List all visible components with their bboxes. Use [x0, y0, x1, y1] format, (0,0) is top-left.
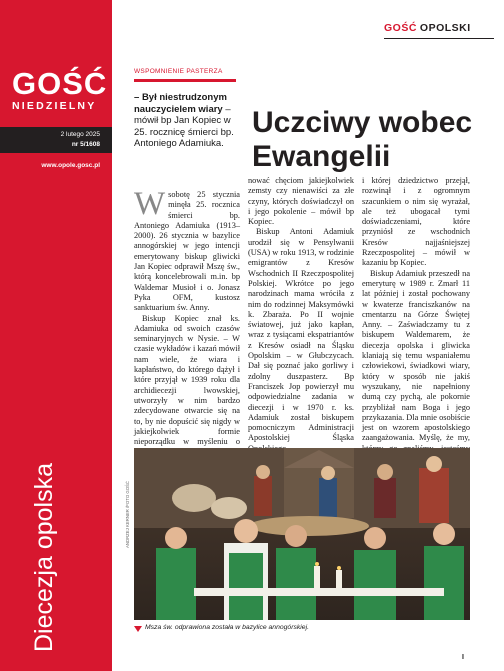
paragraph-text: sobotę 25 stycznia minęła 25. rocznica śmierci bp. Antoniego Adamiuka (1913–2000). 26 stycznia w bazylice annogórskiej w jego intencji emerytowany biskup gliwicki Jan Kopiec odprawił Mszę św., którą koncelebrowali m.in. bp Waldemar Musioł i o. Jonasz Pyka OFM, kustosz sanktuarium św. Anny. — [134, 190, 240, 313]
page-number: I — [462, 654, 464, 661]
article-lead — [134, 92, 238, 150]
photo-caption: Msza św. odprawiona została w bazylice annogórskiej. — [145, 624, 309, 631]
article-column-1 — [134, 186, 240, 478]
paragraph: Biskup Kopiec znał ks. Adamiuka od swoich czasów seminaryjnych w Nysie. – W czasie wykładów i kazań mówił nam wiele, że wiara i kapłaństwo, do którego dążył i które przyjął w 1939 roku dla archidiecezji lwowskiej, utworzyły w nim bardzo zdecydowane otwarcie się na to, by nie dopuścić się nigdy w jakiejkolwiek formie nieporządku w myśleniu o — [134, 313, 240, 447]
drop-cap: W — [134, 186, 166, 222]
sidebar — [0, 0, 112, 671]
photo-credit-text: ANDRZEJ KERNER /FOTO GOŚĆ — [125, 480, 130, 548]
paragraph: i której dziedzictwo przejął, rozwinął i z ogromnym szacunkiem o nim się wyrażał, ale też ubogacał tymi doświadczeniami, które przyniósł ze wschodnich Kresów najjaśniejszej Rzeczpospolitej – mówił w kazaniu bp Kopiec. — [362, 176, 470, 268]
lead-dash: – — [134, 92, 142, 103]
issue-date: 2 lutego 2025 — [60, 131, 100, 138]
paragraph: Biskup Antoni Adamiuk urodził się w Pensylwanii (USA) w roku 1913, w rodzinie emigrantów z Kresów Wschodnich II Rzeczpospolitej Polskiej. Wkrótce po jego narodzinach mama wróciła z nim do rodzinnej Maksymówki k. Zbaraża. Po II wojnie światowej, już jako kapłan, wraz z tysiącami ekspatriantów z Kresów osiadł na Śląsku Opolskim – w Głubczycach. Dał się poznać jako gorliwy i zdolny duszpasterz. Bp Franciszek Jop powierzył mu odpowiedzialne zadania w diecezji i w 1970 r. ks. Adamiuk został biskupem pomocniczym Administracji Apostolskiej Śląska — [248, 227, 354, 443]
article-headline: Uczciwy wobec Ewangelii — [252, 106, 473, 173]
section-rule — [134, 79, 236, 82]
lead-rest: – mówił bp Jan Kopiec w 25. rocznicę śmierci bp. Antoniego Adamiuka. — [134, 103, 234, 150]
caption-marker-icon — [134, 626, 142, 632]
logo-subtitle: NIEDZIELNY — [12, 100, 97, 112]
website-link[interactable]: www.opole.gosc.pl — [41, 162, 100, 169]
photo-credit — [125, 448, 133, 548]
header-brand — [384, 22, 471, 34]
lead-bold: Był niestrudzonym nauczycielem wiary — [134, 92, 227, 115]
header-divider — [384, 38, 494, 39]
issue-number: nr 5/1608 — [71, 141, 100, 148]
vertical-section-title: Diecezja opolska — [30, 463, 58, 652]
paragraph — [134, 186, 240, 314]
paragraph: Biskup Adamiuk przeszedł na emeryturę w 1989 r. Zmarł 11 lat później i został pochowany w kwaterze franciszkanów na cmentarzu na Górze Świętej Anny. – Zaświadczamy tu z biskupem Waldemarem, że diecezja opolska i gliwicka klaniają się temu wspaniałemu człowiekowi, świadkowi wiary, który w sposób nie jakiś wyszukany, nie napełniony dumą czy pychą, ale pokornie przybliżał nam Boga i jego przykazania. Dla mnie osobiście jest on wzorem apostolskiego zaangażowania. Myślę, że my, — [362, 268, 470, 443]
header-brand-region: OPOLSKI — [419, 22, 471, 34]
article-photo — [134, 448, 470, 620]
paragraph: nować chęciom jakiejkolwiek zemsty czy nienawiści za złe czyny, których doświadczył on i jego pokolenie – mówił bp Kopiec. — [248, 176, 354, 227]
photo-illustration — [134, 448, 470, 620]
header-brand-gosc: GOŚĆ — [384, 22, 417, 34]
logo: GOŚĆ — [12, 66, 108, 101]
section-label: WSPOMNIENIE PASTERZA — [134, 68, 223, 75]
